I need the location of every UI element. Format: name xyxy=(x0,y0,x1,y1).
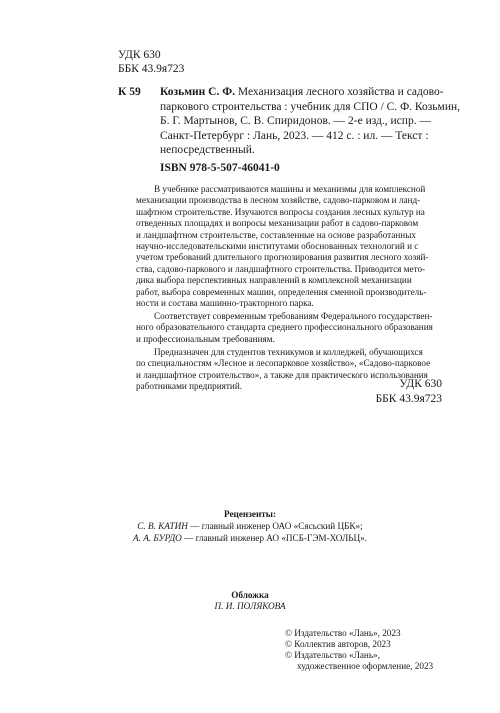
copyright-line: © Издательство «Лань», xyxy=(285,650,380,660)
bbk-code: ББК 43.9я723 xyxy=(118,63,185,75)
copyright-line: художественное оформление, 2023 xyxy=(297,661,434,671)
classification-block-bottom xyxy=(376,377,442,406)
reviewer-2 xyxy=(0,532,500,544)
biblio-line-5: непосредственный. xyxy=(160,144,255,157)
cover-title: Обложка xyxy=(231,590,269,600)
author-name: Козьмин С. Ф. xyxy=(160,86,235,98)
biblio-line-1 xyxy=(160,85,444,100)
annotation-line: шафтном строительстве. Изучаются вопросы создания лесных культур на xyxy=(136,206,425,217)
classification-block-top xyxy=(118,48,184,76)
annotation-line: работниками предприятий. xyxy=(136,380,243,391)
copyright-line: © Издательство «Лань», 2023 xyxy=(285,628,401,638)
annotation-line: отведенных площадях и вопросы механизации работ в садово-парковом xyxy=(136,218,419,229)
reviewer-name: С. В. КАТИН xyxy=(137,521,188,531)
annotation-line: В учебнике рассматриваются машины и механизмы для комплексной xyxy=(154,184,426,194)
reviewer-role: — главный инженер АО «ПСБ-ГЭМ-ХОЛЬЦ». xyxy=(181,533,368,543)
biblio-line-3: Б. Г. Мартынов, С. В. Спиридонов. — 2-е изд., испр. — xyxy=(160,115,431,128)
annotation-line: Предназначен для студентов техникумов и колледжей, обучающихся xyxy=(154,346,423,357)
reviewer-1 xyxy=(0,520,500,532)
cover-credit xyxy=(0,590,500,612)
bibliographic-record xyxy=(160,85,461,158)
annotation-line: и профессиональным требованиям. xyxy=(136,333,275,344)
annotation-line: и ландшафтном строительстве, составленные на основе разработанных xyxy=(136,229,416,240)
annotation-line: ности и состава машинно-тракторного парка. xyxy=(136,298,314,309)
reviewers-block xyxy=(0,508,500,544)
bbk-code: ББК 43.9я723 xyxy=(375,392,442,405)
annotation-paragraph-2 xyxy=(136,311,440,345)
annotation-line: учетом требований длительного прогнозирования развития лесного хозяй- xyxy=(136,252,429,263)
annotation-paragraph-1 xyxy=(136,184,440,309)
annotation-line: научно-исследовательскими институтами обоснованных технологий и с xyxy=(136,241,419,252)
cover-designer: П. И. ПОЛЯКОВА xyxy=(214,601,286,611)
annotation xyxy=(136,184,440,394)
annotation-line: ного образовательного стандарта среднего профессионального образования xyxy=(136,322,433,333)
copyright-block xyxy=(285,628,433,672)
udk-code: УДК 630 xyxy=(399,378,442,390)
biblio-line-2: паркового строительства : учебник для СПО / С. Ф. Козьмин, xyxy=(160,100,461,113)
annotation-line: работ, выбора современных машин, определения сменной производитель- xyxy=(136,286,427,297)
reviewers-title: Рецензенты: xyxy=(223,509,277,519)
annotation-line: Соответствует современным требованиям Федерального государствен- xyxy=(154,310,433,321)
annotation-line: дика выбора перспективных направлений в комплексной механизации xyxy=(136,275,412,286)
udk-code: УДК 630 xyxy=(118,49,161,61)
annotation-line: ства, садово-паркового и ландшафтного строительства. Приводится мето- xyxy=(136,263,426,274)
book-title-part: Механизация лесного хозяйства и садово- xyxy=(235,86,444,98)
isbn: ISBN 978-5-507-46041-0 xyxy=(160,162,280,174)
author-mark: К 59 xyxy=(118,86,141,98)
reviewer-name: А. А. БУРДО xyxy=(132,533,182,543)
annotation-line: механизации производства в лесном хозяйстве, садово-парковом и ланд- xyxy=(136,195,421,206)
reviewer-role: — главный инженер ОАО «Сясьский ЦБК»; xyxy=(187,521,363,531)
copyright-line: © Коллектив авторов, 2023 xyxy=(285,639,391,649)
annotation-line: по специальностям «Лесное и лесопарковое хозяйство», «Садово-парковое xyxy=(136,358,431,369)
annotation-line: и ландшафтное строительство», а также для практического использования xyxy=(136,369,428,380)
biblio-line-4: Санкт-Петербург : Лань, 2023. — 412 с. : ил. — Текст : xyxy=(160,129,429,142)
